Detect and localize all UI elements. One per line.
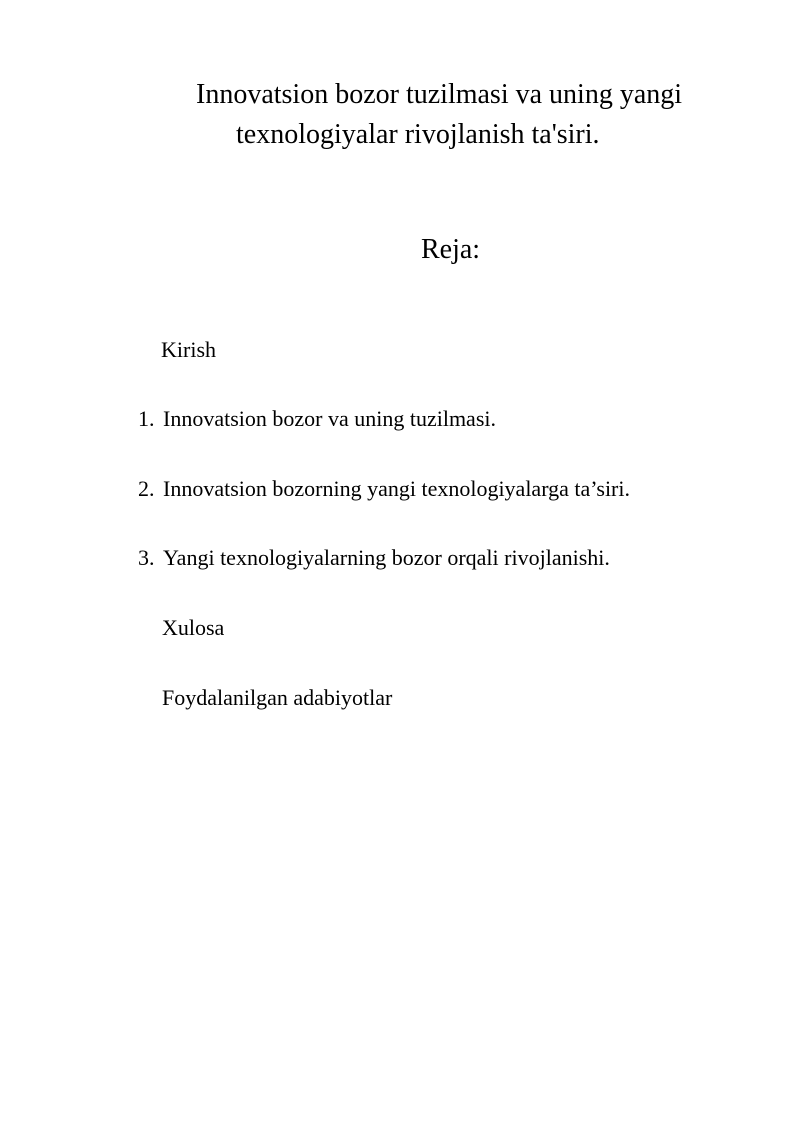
plan-item-number: 3.: [138, 545, 155, 570]
plan-item-text: Innovatsion bozor va uning tuzilmasi.: [163, 406, 496, 431]
plan-item-number: 2.: [138, 476, 155, 501]
plan-item-number: 1.: [138, 406, 155, 431]
plan-item-2: [138, 475, 630, 503]
plan-item-text: Innovatsion bozorning yangi texnologiyalarga ta’siri.: [163, 476, 630, 501]
plan-item-references: Foydalanilgan adabiyotlar: [162, 685, 393, 710]
plan-item-1: [138, 405, 496, 433]
document-title-line-1: Innovatsion bozor tuzilmasi va uning yangi: [196, 79, 683, 110]
plan-item-intro: Kirish: [161, 337, 216, 362]
plan-item-3: [138, 544, 610, 572]
plan-item-text: Yangi texnologiyalarning bozor orqali rivojlanishi.: [163, 545, 610, 570]
plan-heading: Reja:: [421, 234, 481, 265]
plan-item-conclusion: Xulosa: [162, 615, 225, 640]
document-title-line-2: texnologiyalar rivojlanish ta'siri.: [236, 119, 600, 150]
